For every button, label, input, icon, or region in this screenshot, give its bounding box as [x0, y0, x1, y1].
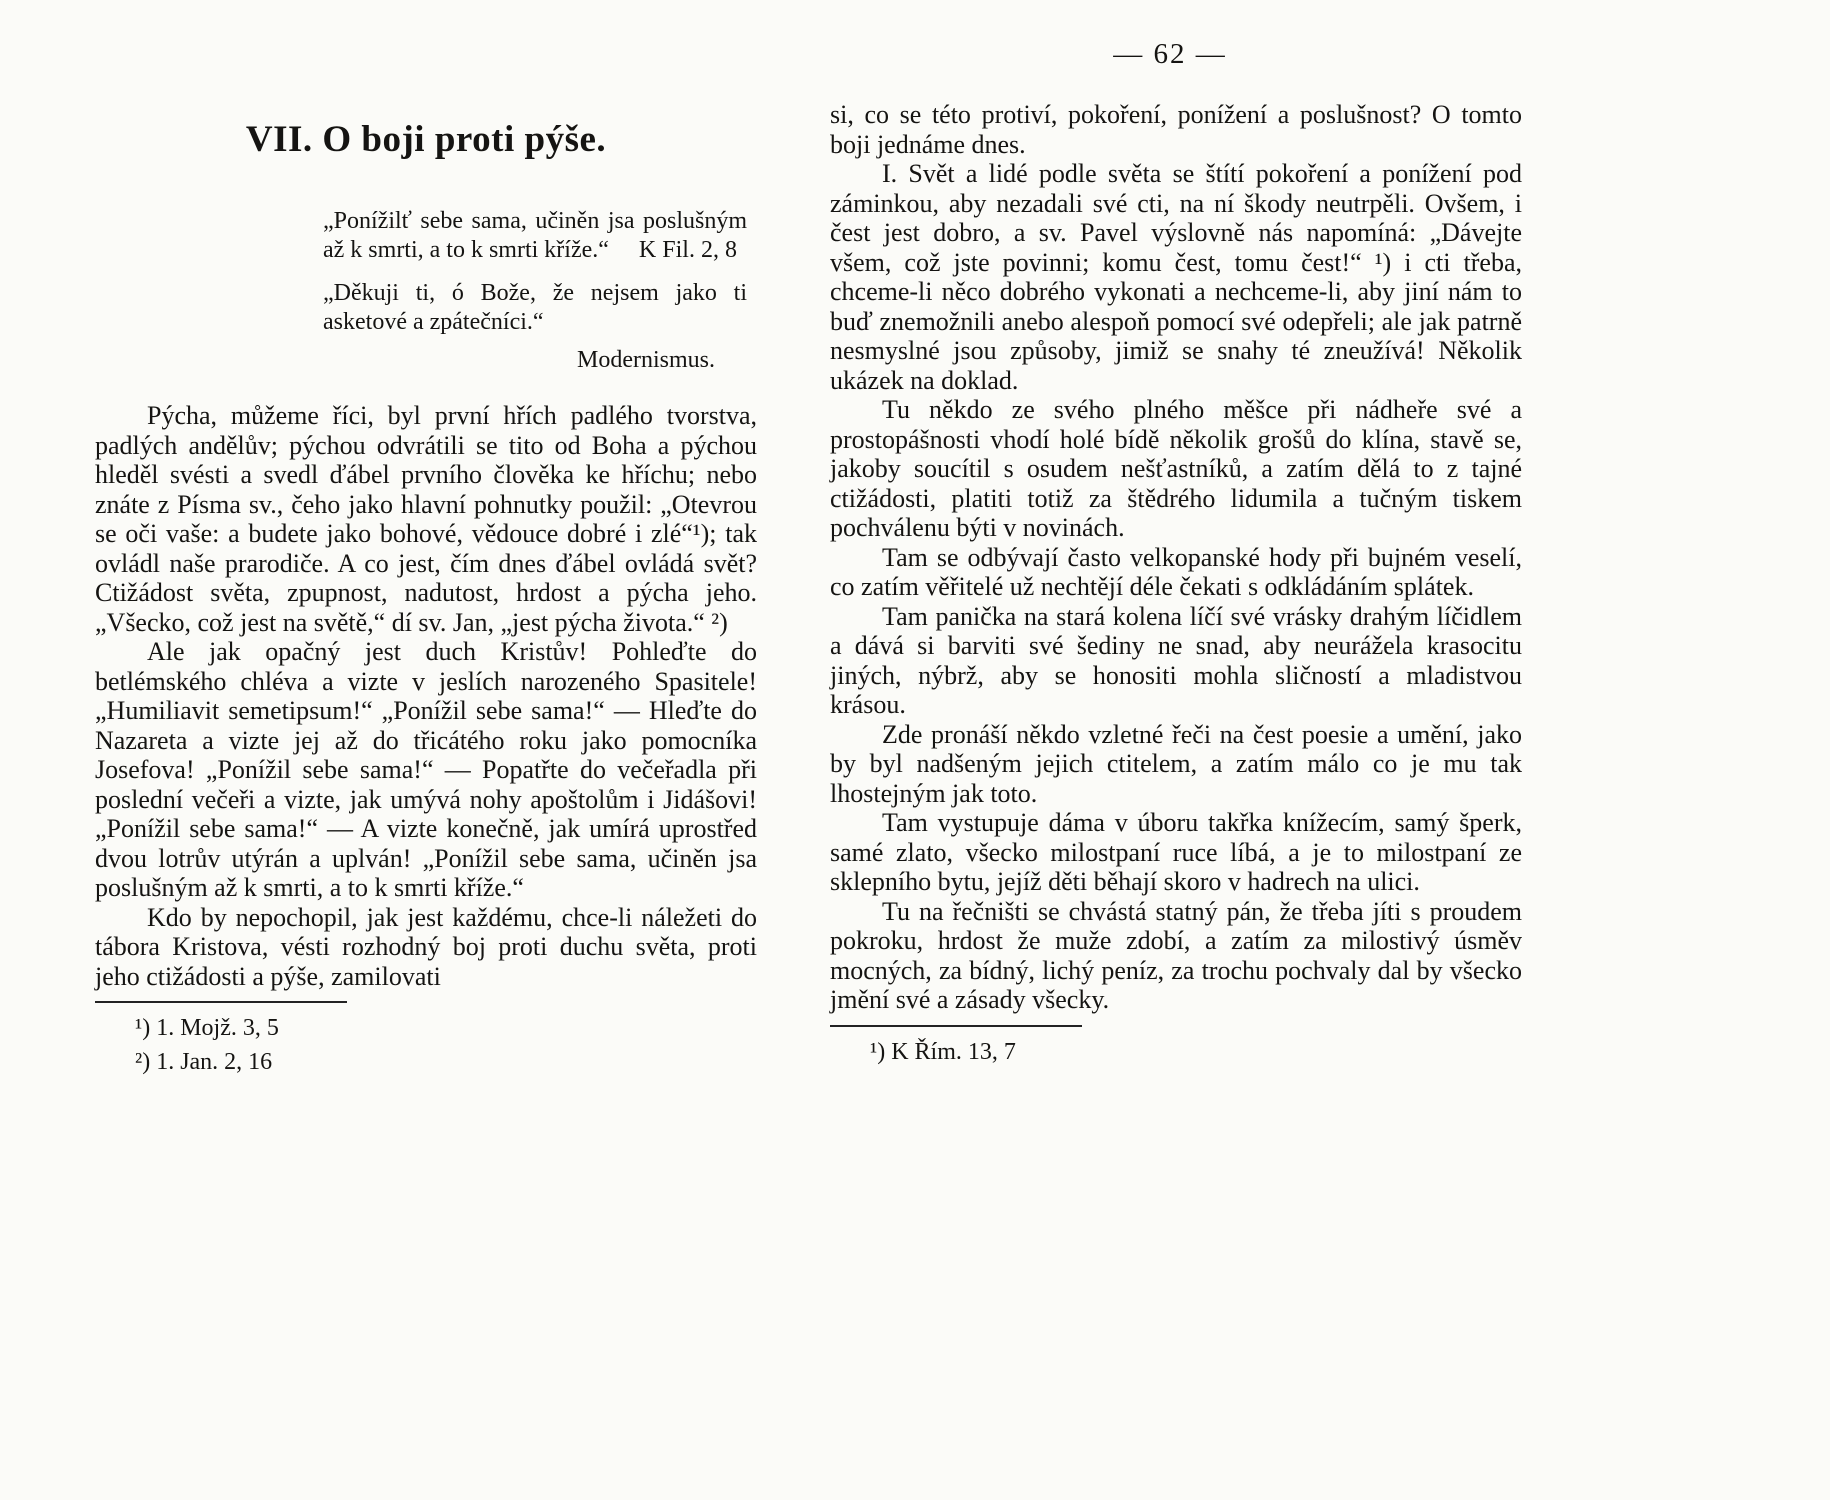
footnote: ¹) K Řím. 13, 7: [870, 1038, 1016, 1065]
chapter-heading: VII. O boji proti pýše.: [245, 119, 607, 160]
paragraph: Tu na řečništi se chvástá statný pán, že třeba jíti s proudem pokroku, hrdost že muže zdobí, a zatím za milostivý úsměv mocných, za bídný, lichý peníz, za trochu pochvaly dal by všecko jmění své a zásady všecky.: [830, 896, 1522, 1014]
footnote-separator: [830, 1025, 1082, 1027]
page-number: — 62 —: [1113, 38, 1227, 70]
footnote-separator: [95, 1001, 347, 1003]
epigraph-modernism-source: Modernismus.: [577, 347, 715, 373]
epigraph-block: [323, 207, 747, 375]
epigraph-modernism: [323, 279, 747, 375]
right-column: [830, 100, 1522, 1069]
epigraph-scripture-text: „Ponížilť sebe sama, učiněn jsa poslušným až k smrti, a to k smrti kříže.“: [323, 208, 747, 263]
paragraph: Ale jak opačný jest duch Kristův! Pohleďte do betlémského chléva a vizte v jeslích narozeného Spasitele! „Humiliavit semetipsum!“ „Ponížil sebe sama!“ — Hleďte do Nazareta a vizte jej až do třicátého roku jako pomocníka Josefova! „Ponížil sebe sama!“ — Popatřte do večeřadla při poslední večeři a vizte, jak umývá nohy apoštolům i Jidášovi! „Ponížil sebe sama!“ — A vizte konečně, jak umírá uprostřed dvou lotrův utýrán a uplván! „Ponížil sebe sama, učiněn jsa poslušným až k smrti, a to k smrti kříže.“: [95, 637, 757, 902]
paragraph: Zde pronáší někdo vzletné řeči na čest poesie a umění, jako by byl nadšeným jejich ctitelem, a zatím málo co je mu tak lhostejným jak toto.: [830, 719, 1522, 808]
paragraph: Tam se odbývají často velkopanské hody při bujném veselí, co zatím věřitelé už nechtějí déle čekati s odkládáním splátek.: [830, 542, 1522, 601]
paragraph: Tu někdo ze svého plného měšce při nádheře své a prostopášnosti vhodí holé bídě několik grošů do klína, stavě se, jakoby soucítil s osudem nešťastníků, a zatím dělá to z tajné ctižádosti, platiti totiž za štědrého lidumila a tučným tiskem pochválenu býti v novinách.: [830, 395, 1522, 542]
epigraph-modernism-text: „Děkuji ti, ó Bože, že nejsem jako ti asketové a zpátečníci.“: [323, 280, 747, 335]
left-column: [95, 118, 757, 1079]
footnote: ¹) 1. Mojž. 3, 5: [135, 1015, 279, 1041]
paragraph: Tam vystupuje dáma v úboru takřka knížecím, samý šperk, samé zlato, všecko milostpaní ruce líbá, a je to milostpaní ze sklepního bytu, jejíž děti běhají skoro v hadrech na ulici.: [830, 808, 1522, 896]
paragraph: Tam panička na stará kolena líčí své vrásky drahým líčidlem a dává si barviti své šediny ne snad, aby neurážela krasocitu jiných, nýbrž, aby se honositi mohla sličností a mladistvou krásou.: [830, 601, 1522, 719]
footnote: ²) 1. Jan. 2, 16: [135, 1049, 273, 1075]
epigraph-scripture-source: K Fil. 2, 8: [638, 237, 737, 263]
paragraph: I. Svět a lidé podle světa se štítí pokoření a ponížení pod záminkou, aby nezadali své cti, na ní škody neutrpěli. Ovšem, i čest jest dobro, a sv. Pavel výslovně nás napomíná: „Dávejte všem, což jste povinni; komu čest, tomu čest!“ ¹) i cti třeba, chceme-li něco dobrého vykonati a nechceme-li, aby jiní nám to buď znemožnili anebo alespoň pomocí své odepřeli; ale jak patrně nesmyslné jsou způsoby, jimiž se snahy té zneužívá! Několik ukázek na doklad.: [830, 159, 1522, 395]
paragraph: Pýcha, můžeme říci, byl první hřích padlého tvorstva, padlých andělův; pýchou odvrátili se tito od Boha a pýchou hleděl svésti a svedl ďábel prvního člověka ke hříchu; nebo znáte z Písma sv., čeho jako hlavní pohnutky použil: „Otevrou se oči vaše: a budete jako bohové, vědouce dobré i zlé“¹); tak ovládl naše prarodiče. A co jest, čím dnes ďábel ovládá svět? Ctižádost světa, zpupnost, nadutost, hrdost a pýcha jeho. „Všecko, což jest na světě,“ dí sv. Jan, „jest pýcha života.“ ²): [95, 401, 757, 637]
paragraph: Kdo by nepochopil, jak jest každému, chce-li náležeti do tábora Kristova, vésti rozhodný boj proti duchu světa, proti jeho ctižádosti a pýše, zamilovati: [95, 902, 757, 991]
epigraph-scripture: [323, 207, 747, 265]
paragraph: si, co se této protiví, pokoření, ponížení a poslušnost? O tomto boji jednáme dnes.: [830, 100, 1522, 159]
